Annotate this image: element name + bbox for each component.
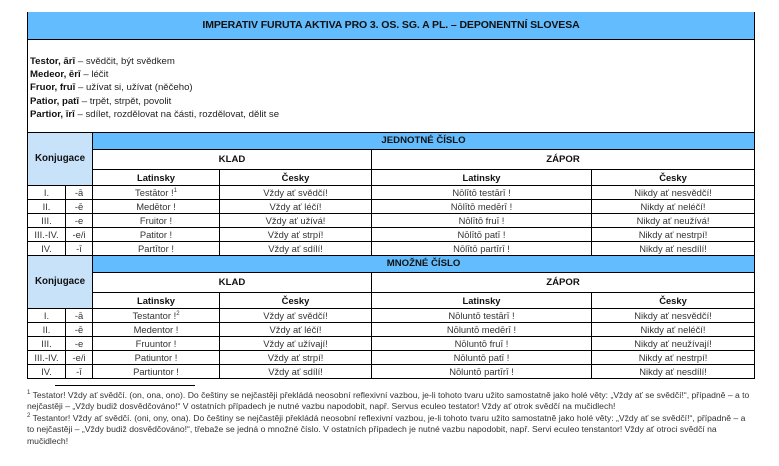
conjugation-cell-text: III. <box>41 214 52 226</box>
zapor-latin-cell-text: Nōluntō testārī ! <box>448 309 515 321</box>
klad-czech-cell-text: Vždy ať strpí! <box>267 228 324 240</box>
zapor-czech-cell-text: Nikdy ať nesvědčí! <box>634 309 712 321</box>
conjugation-cell <box>28 214 66 228</box>
conjugation-cell <box>28 228 66 242</box>
klad-czech-cell <box>220 309 372 323</box>
cesky-header: Česky <box>220 170 372 186</box>
ending-cell-text: -ī <box>76 242 82 254</box>
klad-latin-cell <box>93 323 220 337</box>
zapor-czech-cell <box>592 323 755 337</box>
cesky-header: Česky <box>220 293 372 309</box>
zapor-czech-cell <box>592 242 755 256</box>
ending-cell-text: -e <box>74 337 84 349</box>
verb-meaning: – užívat si, užívat (něčeho) <box>75 82 193 94</box>
verb-item <box>30 68 754 81</box>
conjugation-cell <box>28 200 66 214</box>
ending-cell <box>66 186 93 200</box>
klad-latin-cell-text: Testātor ! <box>135 186 174 198</box>
zapor-czech-cell-text: Nikdy ať neužívá! <box>636 214 710 226</box>
zapor-latin-cell-text: Nōluntō partīrī ! <box>449 365 514 377</box>
zapor-latin-cell <box>372 365 592 379</box>
klad-latin-cell-text: Partiuntor ! <box>133 365 179 377</box>
klad-latin-cell <box>93 200 220 214</box>
konjugace-header: Konjugace <box>28 133 93 186</box>
table-row <box>28 242 755 256</box>
conjugation-cell <box>28 186 66 200</box>
footnote <box>27 413 753 447</box>
klad-latin-cell <box>93 242 220 256</box>
zapor-czech-cell <box>592 200 755 214</box>
verb-item <box>30 81 754 94</box>
klad-czech-cell <box>220 186 372 200</box>
ending-cell-text: -ē <box>74 200 84 212</box>
verb-lemma: Partior, īrī <box>30 108 75 120</box>
latinsky-header: Latinsky <box>372 293 592 309</box>
page-title: IMPERATIV FURUTA AKTIVA PRO 3. OS. SG. A PL. – DEPONENTNÍ SLOVESA <box>28 12 754 40</box>
conjugation-cell-text: I. <box>43 309 50 321</box>
zapor-czech-cell-text: Nikdy ať nesdílí! <box>639 242 707 254</box>
ending-cell <box>66 200 93 214</box>
klad-latin-cell-text: Fruuntor ! <box>135 337 177 349</box>
verb-item <box>30 95 754 108</box>
ending-cell <box>66 351 93 365</box>
zapor-latin-cell <box>372 200 592 214</box>
zapor-czech-cell-text: Nikdy ať nestrpí! <box>638 228 708 240</box>
zapor-czech-cell-text: Nikdy ať neléčí! <box>640 323 706 335</box>
verb-item <box>30 55 754 68</box>
klad-czech-cell-text: Vždy ať užívá! <box>265 214 326 226</box>
zapor-czech-cell <box>592 351 755 365</box>
klad-czech-cell-text: Vždy ať sdílí! <box>268 365 323 377</box>
zapor-latin-cell-text: Nōluntō patī ! <box>453 351 510 363</box>
klad-czech-cell-text: Vždy ať léčí! <box>269 200 322 212</box>
conjugation-cell-text: III.-IV. <box>34 228 59 240</box>
document-box <box>27 12 755 379</box>
klad-czech-cell <box>220 351 372 365</box>
zapor-latin-cell <box>372 214 592 228</box>
zapor-latin-cell-text: Nōluntō fruī ! <box>454 337 509 349</box>
zapor-czech-cell <box>592 228 755 242</box>
zapor-czech-cell <box>592 309 755 323</box>
table-row <box>28 365 755 379</box>
verb-lemma: Patior, patī <box>30 95 80 107</box>
zapor-latin-cell-text: Nōlītō testārī ! <box>452 186 511 198</box>
klad-latin-cell <box>93 228 220 242</box>
singular-band: JEDNOTNÉ ČÍSLO <box>93 133 755 150</box>
klad-czech-cell <box>220 337 372 351</box>
klad-header: KLAD <box>93 273 372 293</box>
klad-czech-cell <box>220 214 372 228</box>
klad-czech-cell-text: Vždy ať strpí! <box>267 351 324 363</box>
zapor-latin-cell-text: Nōlītō partīrī ! <box>453 242 510 254</box>
ending-cell-text: -ī <box>76 365 82 377</box>
klad-czech-cell <box>220 323 372 337</box>
verb-item <box>30 108 754 121</box>
plural-section <box>28 256 755 379</box>
ending-cell <box>66 214 93 228</box>
klad-latin-cell-text: Patiuntor ! <box>134 351 178 363</box>
zapor-czech-cell <box>592 214 755 228</box>
conjugation-cell <box>28 365 66 379</box>
klad-czech-cell-text: Vždy ať svědčí! <box>263 309 328 321</box>
table-row <box>28 200 755 214</box>
zapor-czech-cell-text: Nikdy ať neužívají! <box>634 337 712 349</box>
conjugation-cell-text: II. <box>42 323 51 335</box>
klad-latin-cell-text: Partītor ! <box>138 242 174 254</box>
verb-meaning: – sdílet, rozdělovat na části, rozdělovat, dělit se <box>74 108 280 120</box>
footnotes <box>27 390 753 447</box>
klad-latin-cell-text: Testantor ! <box>132 309 177 321</box>
verb-meaning: – svědčit, být svědkem <box>75 56 175 67</box>
verb-lemma: Testor, ārī <box>30 56 76 67</box>
verb-lemma: Medeor, ērī <box>30 69 81 81</box>
klad-czech-cell <box>220 228 372 242</box>
ending-cell <box>66 309 93 323</box>
conjugation-cell <box>28 351 66 365</box>
conjugation-cell-text: III. <box>41 337 52 349</box>
latinsky-header: Latinsky <box>93 293 220 309</box>
klad-czech-cell-text: Vždy ať léčí! <box>269 323 322 335</box>
plural-band: MNOŽNÉ ČÍSLO <box>93 256 755 273</box>
footnote-ref[interactable]: 1 <box>173 187 177 194</box>
ending-cell-text: -ē <box>74 323 84 335</box>
klad-latin-cell-text: Medētor ! <box>136 200 176 212</box>
klad-czech-cell-text: Vždy ať užívají! <box>263 337 328 349</box>
latinsky-header: Latinsky <box>93 170 220 186</box>
table-row <box>28 228 755 242</box>
klad-czech-cell <box>220 200 372 214</box>
table-row <box>28 351 755 365</box>
klad-latin-cell <box>93 337 220 351</box>
table-row <box>28 214 755 228</box>
klad-czech-cell <box>220 242 372 256</box>
conjugation-cell <box>28 323 66 337</box>
klad-latin-cell-text: Patitor ! <box>139 228 173 240</box>
ending-cell-text: -e/i <box>72 351 86 363</box>
conjugation-cell-text: II. <box>42 200 51 212</box>
conjugation-cell <box>28 309 66 323</box>
table-row <box>28 309 755 323</box>
verb-list <box>28 40 754 132</box>
ending-cell <box>66 242 93 256</box>
zapor-latin-cell <box>372 351 592 365</box>
table-row <box>28 186 755 200</box>
klad-czech-cell-text: Vždy ať sdílí! <box>268 242 323 254</box>
klad-header: KLAD <box>93 150 372 170</box>
cesky-header: Česky <box>592 293 755 309</box>
zapor-header: ZÁPOR <box>372 273 755 293</box>
zapor-czech-cell <box>592 337 755 351</box>
zapor-latin-cell-text: Nōluntō medērī ! <box>446 323 517 335</box>
klad-latin-cell-text: Medentor ! <box>133 323 179 335</box>
ending-cell <box>66 323 93 337</box>
klad-latin-cell <box>93 186 220 200</box>
klad-latin-cell <box>93 214 220 228</box>
conjugation-cell-text: IV. <box>41 242 52 254</box>
conjugation-cell <box>28 242 66 256</box>
ending-cell-text: -e/i <box>72 228 86 240</box>
footnote <box>27 390 753 413</box>
zapor-czech-cell-text: Nikdy ať nesvědčí! <box>634 186 712 198</box>
footnote-ref[interactable]: 2 <box>176 310 180 317</box>
zapor-latin-cell <box>372 242 592 256</box>
footnote-mark: 1 <box>27 390 31 397</box>
zapor-czech-cell-text: Nikdy ať nesdílí! <box>639 365 707 377</box>
zapor-czech-cell <box>592 186 755 200</box>
ending-cell <box>66 228 93 242</box>
latinsky-header: Latinsky <box>372 170 592 186</box>
zapor-latin-cell <box>372 186 592 200</box>
ending-cell <box>66 337 93 351</box>
zapor-czech-cell <box>592 365 755 379</box>
zapor-header: ZÁPOR <box>372 150 755 170</box>
ending-cell-text: -ā <box>74 309 84 321</box>
klad-latin-cell <box>93 365 220 379</box>
klad-czech-cell-text: Vždy ať svědčí! <box>263 186 328 198</box>
verb-meaning: – léčit <box>80 69 109 81</box>
footnote-mark: 2 <box>27 412 31 419</box>
ending-cell-text: -e <box>74 214 84 226</box>
klad-czech-cell <box>220 365 372 379</box>
cesky-header: Česky <box>592 170 755 186</box>
zapor-czech-cell-text: Nikdy ať neléčí! <box>640 200 706 212</box>
verb-lemma: Fruor, fruī <box>30 82 76 94</box>
footnote-text: Testantor! Vždy ať svědčí. (oni, ony, ona). Do češtiny se nejčastěji překládá neosobní reflexivní vazbou, je-li tohoto tvaru užito samostatně jako holé věty: „Vždy ať se svědčí!“, případně – a to nejčastěji – „Vždy budiž dosvědčováno!“, třebaže se jedná o množné číslo. V ostatních případech je nutné vazbu napodobit, např. Servi eculeo tenstantor! Vždy ať otroci svědčí na mučidlech! <box>27 412 746 446</box>
zapor-latin-cell-text: Nōlītō fruī ! <box>458 214 505 226</box>
zapor-latin-cell <box>372 309 592 323</box>
klad-latin-cell <box>93 351 220 365</box>
konjugace-header: Konjugace <box>28 256 93 309</box>
conjugation-cell-text: III.-IV. <box>34 351 59 363</box>
verb-meaning: – trpět, strpět, povolit <box>79 95 172 107</box>
zapor-czech-cell-text: Nikdy ať nestrpí! <box>638 351 708 363</box>
footnote-separator <box>55 385 195 386</box>
footnote-text: Testator! Vždy ať svědčí. (on, ona, ono). Do češtiny se nejčastěji překládá neosobní reflexivní vazbou, je-li tohoto tvaru užito samostatně jako holé věty: „Vždy ať se svědčí!“, případně – a to nejčastěji – „Vždy budiž dosvědčováno!“ V ostatních případech je nutné vazbu napodobit, např. Servus eculeo testator! Vždy ať otrok svědčí na mučidlech! <box>27 390 750 412</box>
zapor-latin-cell-text: Nōlītō medērī ! <box>450 200 513 212</box>
table-row <box>28 323 755 337</box>
conjugation-table <box>27 132 755 379</box>
ending-cell <box>66 365 93 379</box>
zapor-latin-cell <box>372 228 592 242</box>
zapor-latin-cell-text: Nōlītō patī ! <box>457 228 506 240</box>
zapor-latin-cell <box>372 323 592 337</box>
ending-cell-text: -ā <box>74 186 84 198</box>
conjugation-cell-text: IV. <box>41 365 52 377</box>
conjugation-cell <box>28 337 66 351</box>
zapor-latin-cell <box>372 337 592 351</box>
conjugation-cell-text: I. <box>43 186 50 198</box>
singular-section <box>28 133 755 256</box>
table-row <box>28 337 755 351</box>
klad-latin-cell-text: Fruitor ! <box>139 214 173 226</box>
klad-latin-cell <box>93 309 220 323</box>
